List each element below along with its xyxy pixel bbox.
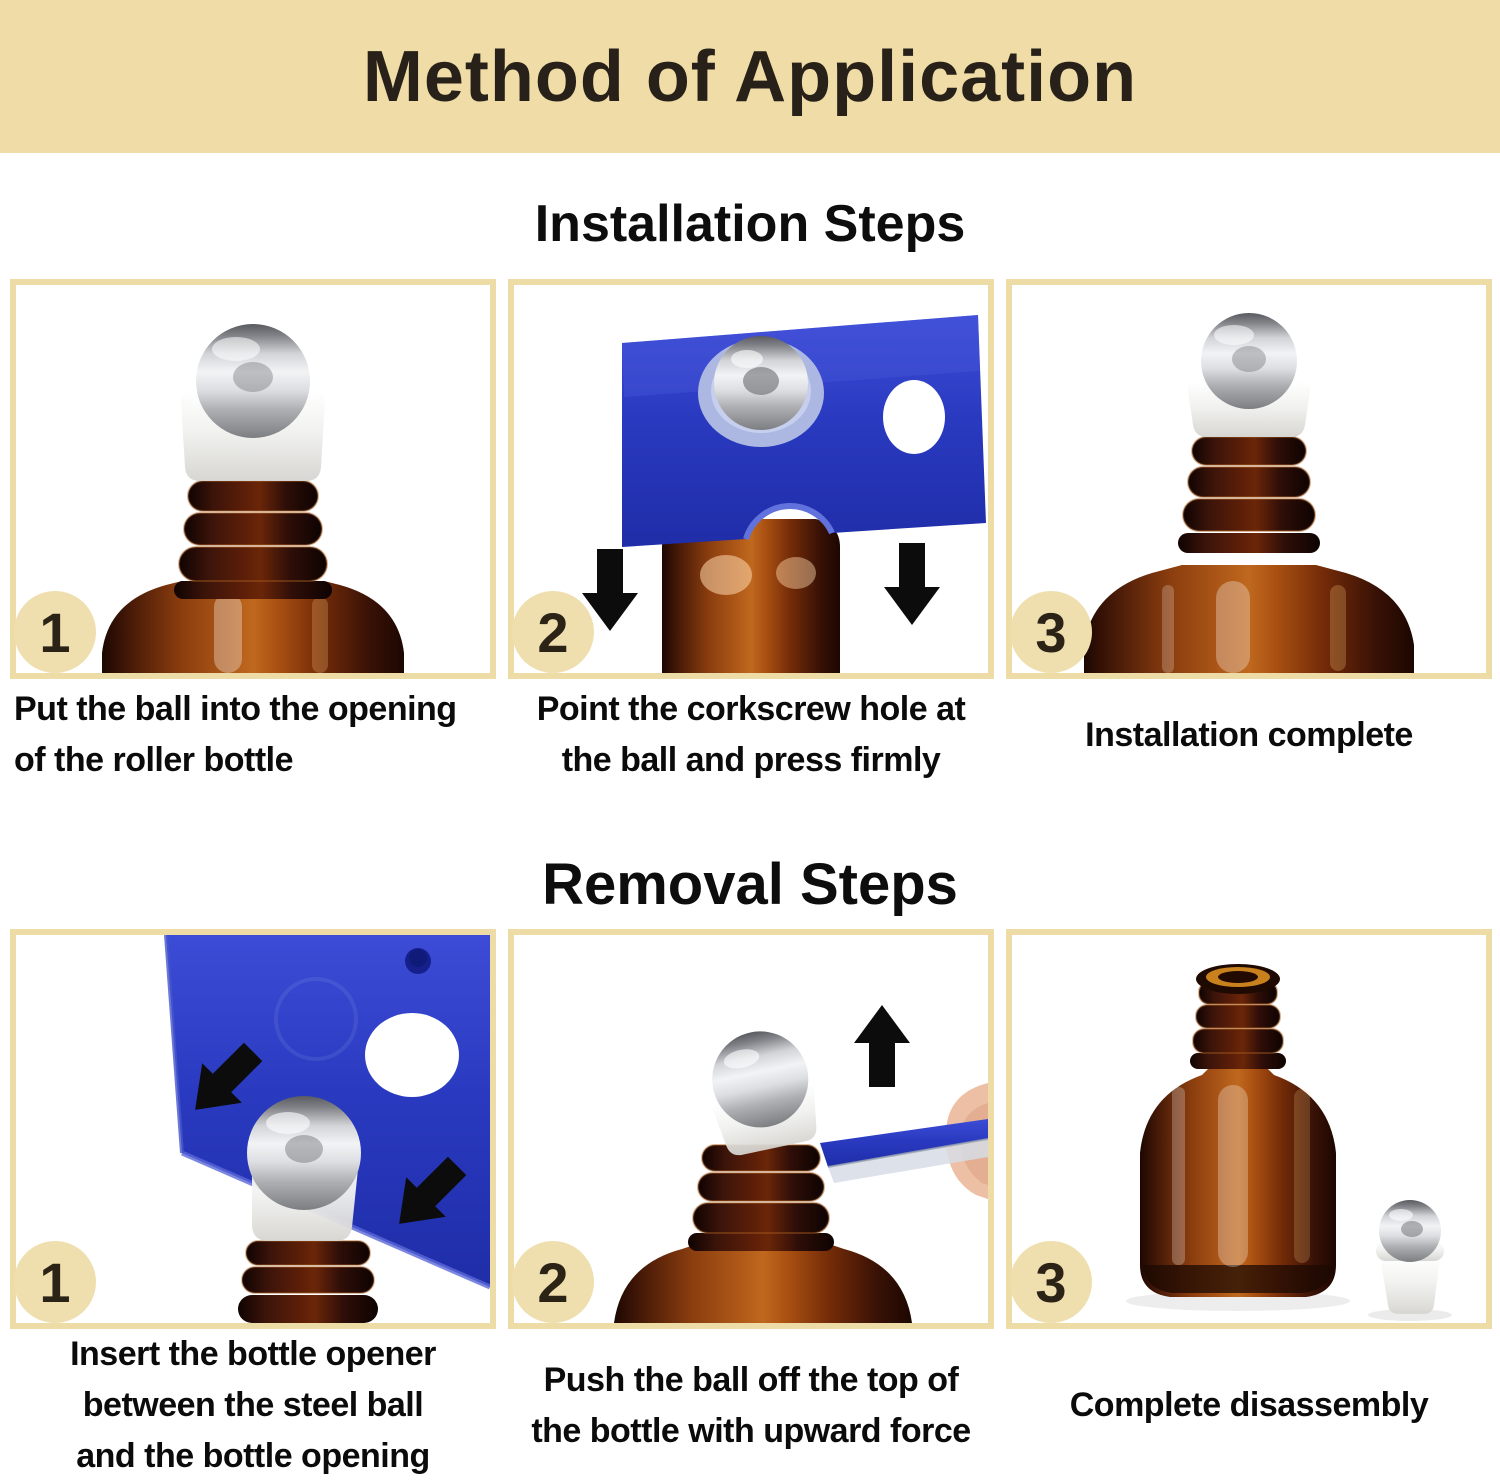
panel-remove-1 bbox=[10, 929, 496, 1329]
installation-captions bbox=[0, 679, 1500, 791]
caption-line: Installation complete bbox=[1085, 715, 1413, 754]
up-arrow-icon bbox=[854, 1005, 910, 1087]
step-badge: 1 bbox=[14, 1241, 96, 1323]
step-badge: 3 bbox=[1010, 1241, 1092, 1323]
caption-line: the bottle with upward force bbox=[531, 1411, 971, 1450]
page-title: Method of Application bbox=[362, 36, 1138, 117]
caption-install-3 bbox=[1006, 710, 1492, 761]
caption-line: Complete disassembly bbox=[1069, 1386, 1429, 1424]
caption-install-2 bbox=[508, 684, 994, 786]
caption-remove-2 bbox=[508, 1355, 994, 1457]
caption-line: Put the ball into the opening bbox=[14, 690, 457, 728]
removal-heading: Removal Steps bbox=[542, 852, 958, 917]
caption-install-1 bbox=[10, 684, 496, 786]
panel-remove-3 bbox=[1006, 929, 1492, 1329]
step-badge: 2 bbox=[512, 591, 594, 673]
removal-captions bbox=[0, 1329, 1500, 1475]
installation-heading: Installation Steps bbox=[534, 195, 966, 253]
step-badge: 1 bbox=[14, 591, 96, 673]
step-badge: 2 bbox=[512, 1241, 594, 1323]
title-banner bbox=[0, 0, 1500, 153]
removal-panels bbox=[0, 929, 1500, 1329]
caption-line: between the steel ball bbox=[82, 1386, 424, 1424]
caption-line: and the bottle opening bbox=[76, 1437, 430, 1475]
caption-line: Push the ball off the top of bbox=[543, 1360, 959, 1399]
caption-line: of the roller bottle bbox=[14, 741, 293, 779]
caption-remove-1 bbox=[10, 1329, 496, 1482]
caption-line: the ball and press firmly bbox=[561, 741, 941, 779]
installation-panels bbox=[0, 279, 1500, 679]
panel-install-3 bbox=[1006, 279, 1492, 679]
step-badge: 3 bbox=[1010, 591, 1092, 673]
panel-install-1 bbox=[10, 279, 496, 679]
caption-line: Insert the bottle opener bbox=[70, 1335, 436, 1373]
down-arrow-icon bbox=[884, 543, 940, 625]
panel-remove-2 bbox=[508, 929, 994, 1329]
installation-section bbox=[0, 195, 1500, 791]
removal-section bbox=[0, 852, 1500, 1475]
caption-remove-3 bbox=[1006, 1380, 1492, 1431]
caption-line: Point the corkscrew hole at bbox=[536, 690, 966, 728]
panel-install-2 bbox=[508, 279, 994, 679]
